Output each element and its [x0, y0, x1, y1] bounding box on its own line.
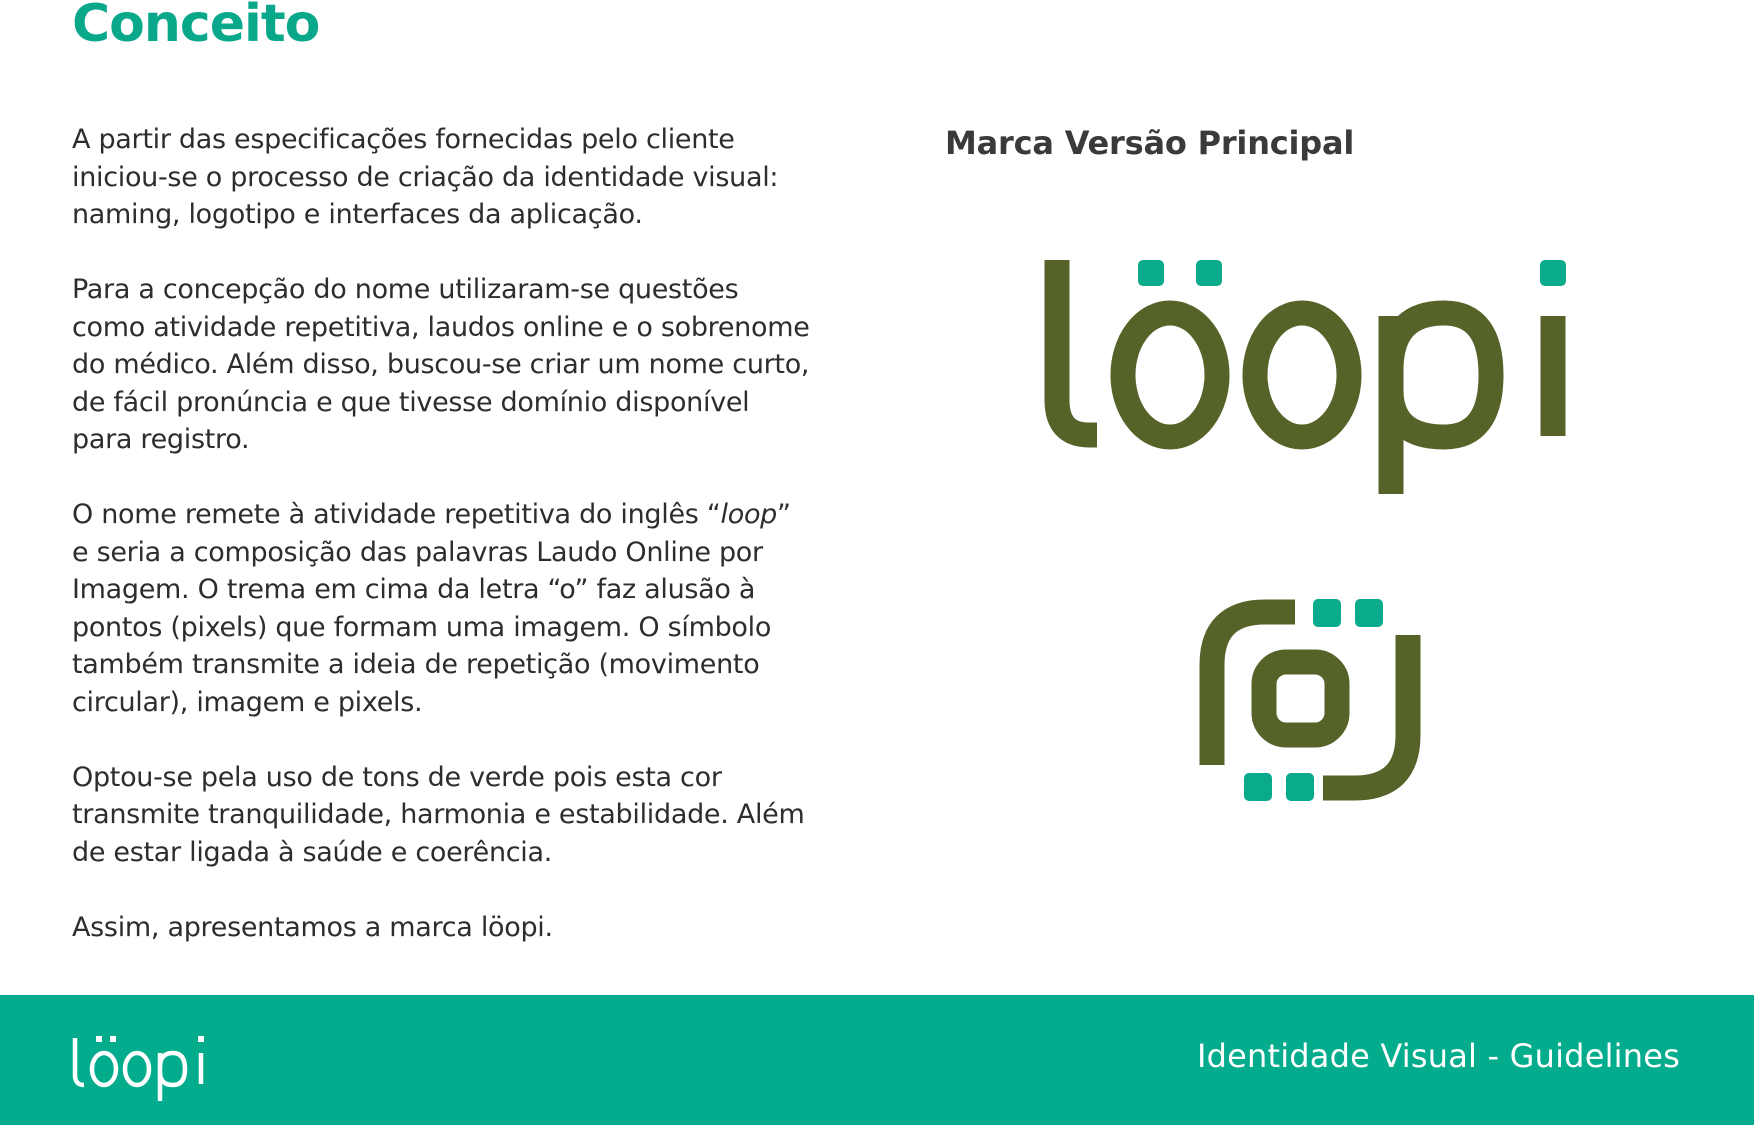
loopi-footer-logo	[70, 1033, 210, 1103]
paragraph-meaning-end: ” e seria a composição das palavras Laudo Online por Imagem. O trema em cima da letra “o” faz alusão à pontos (pixels) que formam uma imagem. O símbolo também transmite a ideia de repetição (movimento circular), imagem e pixels.	[72, 499, 791, 718]
paragraph-colors: Optou-se pela uso de tons de verde pois esta cor transmite tranquilidade, harmonia e estabilidade. Além de estar ligada à saúde e coerência.	[72, 761, 805, 868]
paragraph-meaning-start: O nome remete à atividade repetitiva do inglês “	[72, 499, 721, 530]
paragraph-conclusion: Assim, apresentamos a marca löopi.	[72, 911, 553, 943]
loopi-symbol-icon	[1195, 595, 1425, 810]
page-title: Conceito	[72, 0, 320, 54]
footer-bar	[0, 995, 1754, 1125]
paragraph-meaning	[72, 496, 812, 721]
loop-emphasis: loop	[720, 499, 778, 530]
paragraph-intro: A partir das especificações fornecidas pelo cliente iniciou-se o processo de criação da identidade visual: naming, logotipo e interfaces da aplicação.	[72, 124, 779, 230]
loopi-wordmark-logo	[1040, 250, 1580, 500]
footer-caption: Identidade Visual - Guidelines	[1196, 1037, 1680, 1075]
brand-heading: Marca Versão Principal	[945, 124, 1355, 162]
concept-text	[72, 121, 812, 984]
paragraph-naming: Para a concepção do nome utilizaram-se questões como atividade repetitiva, laudos online e o sobrenome do médico. Além disso, buscou-se criar um nome curto, de fácil pronúncia e que tivesse domínio disponível para registro.	[72, 274, 810, 455]
